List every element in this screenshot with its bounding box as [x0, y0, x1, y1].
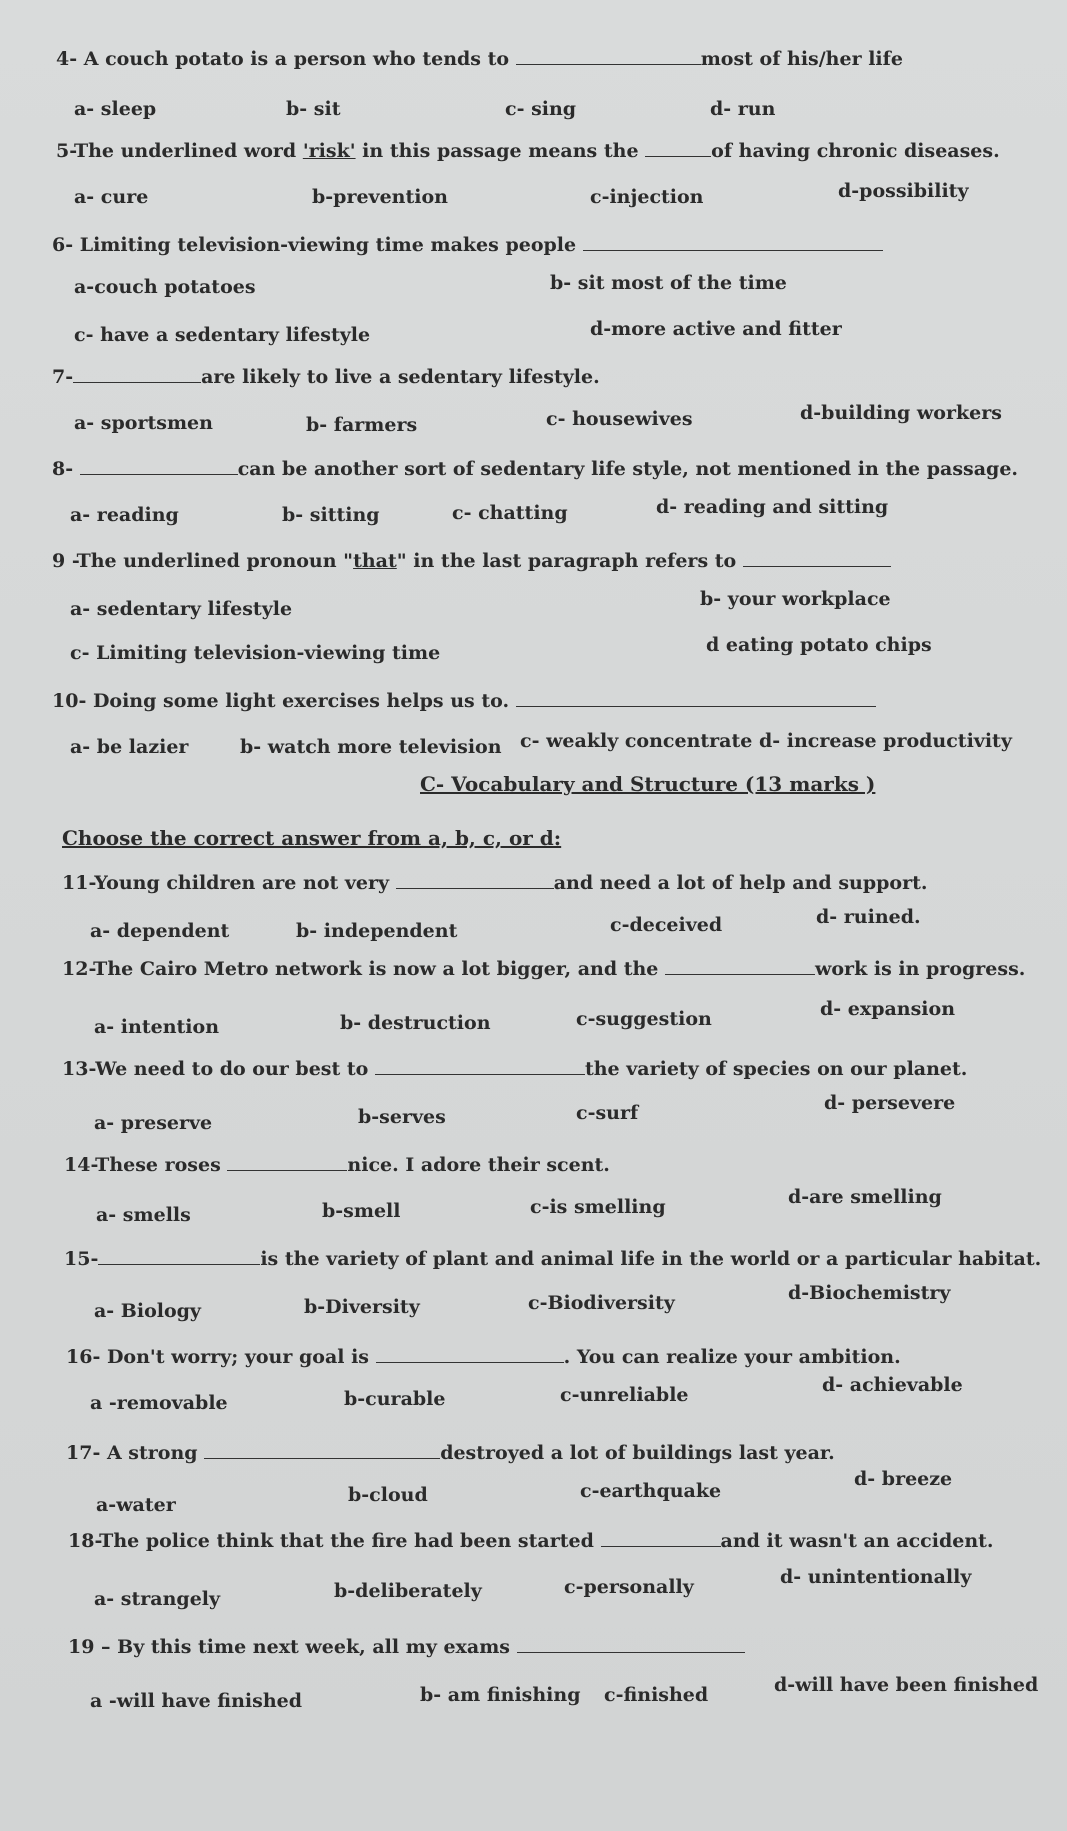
question-text: 9 -The underlined pronoun ": [52, 550, 354, 572]
option-c: c- chatting: [452, 502, 568, 524]
question-text: 14-These roses: [64, 1154, 221, 1176]
option-c: c-surf: [576, 1102, 639, 1124]
option-b: b-prevention: [312, 186, 448, 208]
answer-blank: [204, 1444, 440, 1459]
question-text: 7-: [52, 366, 74, 388]
question-text: 17- A strong: [66, 1442, 198, 1464]
option-b: b- watch more television: [240, 736, 502, 758]
answer-blank: [376, 1348, 564, 1363]
question-7: [52, 366, 600, 388]
option-b: b-serves: [358, 1106, 446, 1128]
section-title: C- Vocabulary and Structure (13 marks ): [420, 772, 876, 796]
option-a: a- intention: [94, 1016, 220, 1038]
question-11: [62, 872, 928, 894]
question-text: can be another sort of sedentary life style, not mentioned in the passage.: [237, 458, 1019, 480]
question-9: [52, 550, 891, 572]
question-text: 11-Young children are not very: [62, 872, 390, 894]
question-text: nice. I adore their scent.: [347, 1154, 610, 1176]
option-c-d: c- weakly concentrate d- increase productivity: [520, 730, 1012, 752]
answer-blank: [516, 692, 876, 707]
question-text: 13-We need to do our best to: [62, 1058, 369, 1080]
question-text: work is in progress.: [815, 958, 1026, 980]
question-text: destroyed a lot of buildings last year.: [440, 1442, 835, 1464]
option-d: d- unintentionally: [780, 1566, 972, 1588]
question-4: [56, 48, 903, 70]
option-d: d-are smelling: [788, 1186, 942, 1208]
option-a: a- reading: [70, 504, 179, 526]
question-text: 4- A couch potato is a person who tends to: [56, 48, 510, 70]
option-a: a-water: [96, 1494, 176, 1516]
option-c: c-unreliable: [560, 1384, 689, 1406]
option-a: a- preserve: [94, 1112, 213, 1134]
answer-blank: [645, 142, 711, 157]
question-5: [56, 140, 1000, 162]
answer-blank: [583, 236, 883, 251]
question-18: [68, 1530, 994, 1552]
option-c: c-personally: [564, 1576, 694, 1598]
option-c: c- sing: [505, 98, 577, 120]
question-text: 8-: [52, 458, 74, 480]
option-d: d- achievable: [822, 1374, 963, 1396]
option-b: b-smell: [322, 1200, 401, 1222]
question-14: [64, 1154, 610, 1176]
option-c: c- Limiting television-viewing time: [70, 642, 441, 664]
answer-blank: [517, 1638, 745, 1653]
answer-blank: [601, 1532, 721, 1547]
answer-blank: [396, 874, 554, 889]
answer-blank: [516, 50, 701, 65]
answer-blank: [375, 1060, 585, 1075]
question-text: are likely to live a sedentary lifestyle.: [201, 366, 600, 388]
option-b: b- sit: [286, 98, 341, 120]
option-a: a- cure: [74, 186, 149, 208]
option-d: d-possibility: [838, 180, 969, 202]
underlined-word: 'risk': [302, 140, 356, 162]
option-d: d-more active and fitter: [590, 318, 842, 340]
question-text: 19 – By this time next week, all my exams: [68, 1636, 511, 1658]
option-b: b- farmers: [306, 414, 418, 436]
option-a: a- dependent: [90, 920, 230, 942]
option-d: d- expansion: [820, 998, 956, 1020]
question-17: [66, 1442, 835, 1464]
question-12: [62, 958, 1025, 980]
option-a: a- sleep: [74, 98, 157, 120]
question-text: 10- Doing some light exercises helps us to.: [52, 690, 510, 712]
instructions: Choose the correct answer from a, b, c, or d:: [62, 826, 562, 850]
question-text: and need a lot of help and support.: [553, 872, 928, 894]
question-text: " in the last paragraph refers to: [396, 550, 737, 572]
option-b: b- am finishing: [420, 1684, 581, 1706]
option-a: a -will have finished: [90, 1690, 303, 1712]
question-text: 12-The Cairo Metro network is now a lot bigger, and the: [62, 958, 659, 980]
option-c: c- housewives: [546, 408, 693, 430]
option-b: b-cloud: [348, 1484, 428, 1506]
option-c: c-earthquake: [580, 1480, 722, 1502]
option-a: a- be lazier: [70, 736, 189, 758]
option-b: b- sitting: [282, 504, 380, 526]
question-text: . You can realize your ambition.: [563, 1346, 901, 1368]
option-b: b- your workplace: [700, 588, 891, 610]
option-b: b-deliberately: [334, 1580, 482, 1602]
option-d: d- reading and sitting: [656, 496, 889, 518]
option-b: b-curable: [344, 1388, 446, 1410]
question-text: 6- Limiting television-viewing time makes people: [52, 234, 577, 256]
option-c: c-finished: [604, 1684, 709, 1706]
answer-blank: [98, 1250, 260, 1265]
question-6: [52, 234, 883, 256]
underlined-word: that: [353, 550, 397, 572]
option-c: c-suggestion: [576, 1008, 712, 1030]
option-b: b- destruction: [340, 1012, 491, 1034]
answer-blank: [80, 460, 238, 475]
question-text: and it wasn't an accident.: [720, 1530, 994, 1552]
question-15: [64, 1248, 1041, 1270]
option-d: d- persevere: [824, 1092, 956, 1114]
option-d: d eating potato chips: [706, 634, 932, 656]
question-text: most of his/her life: [700, 48, 903, 70]
option-d: d- run: [710, 98, 776, 120]
option-c: c-Biodiversity: [528, 1292, 675, 1314]
question-text: 18-The police think that the fire had been started: [68, 1530, 594, 1552]
question-text: is the variety of plant and animal life in the world or a particular habitat.: [260, 1248, 1042, 1270]
option-d: d-Biochemistry: [788, 1282, 951, 1304]
option-d: d- breeze: [854, 1468, 953, 1490]
option-a: a- sportsmen: [74, 412, 213, 434]
answer-blank: [227, 1156, 347, 1171]
question-16: [66, 1346, 901, 1368]
option-d: d-will have been finished: [774, 1674, 1039, 1696]
question-text: in this passage means the: [355, 140, 639, 162]
answer-blank: [665, 960, 815, 975]
answer-blank: [743, 552, 891, 567]
option-a: a- strangely: [94, 1588, 221, 1610]
option-a: a -removable: [90, 1392, 228, 1414]
option-a: a-couch potatoes: [74, 276, 256, 298]
question-text: 16- Don't worry; your goal is: [66, 1346, 369, 1368]
option-b: b-Diversity: [304, 1296, 420, 1318]
question-text: the variety of species on our planet.: [584, 1058, 968, 1080]
option-c: c-is smelling: [530, 1196, 666, 1218]
question-10: [52, 690, 876, 712]
question-text: 5-The underlined word: [56, 140, 297, 162]
option-b: b- independent: [296, 920, 458, 942]
option-c: c-deceived: [610, 914, 723, 936]
question-8: [52, 458, 1018, 480]
option-d: d-building workers: [800, 402, 1002, 424]
question-text: of having chronic diseases.: [711, 140, 1000, 162]
option-a: a- smells: [96, 1204, 191, 1226]
option-b: b- sit most of the time: [550, 272, 787, 294]
option-c: c-injection: [590, 186, 704, 208]
option-a: a- Biology: [94, 1300, 201, 1322]
option-a: a- sedentary lifestyle: [70, 598, 293, 620]
option-d: d- ruined.: [816, 906, 921, 928]
question-text: 15-: [64, 1248, 99, 1270]
option-c: c- have a sedentary lifestyle: [74, 324, 371, 346]
answer-blank: [73, 368, 201, 383]
question-19: [68, 1636, 745, 1658]
question-13: [62, 1058, 967, 1080]
